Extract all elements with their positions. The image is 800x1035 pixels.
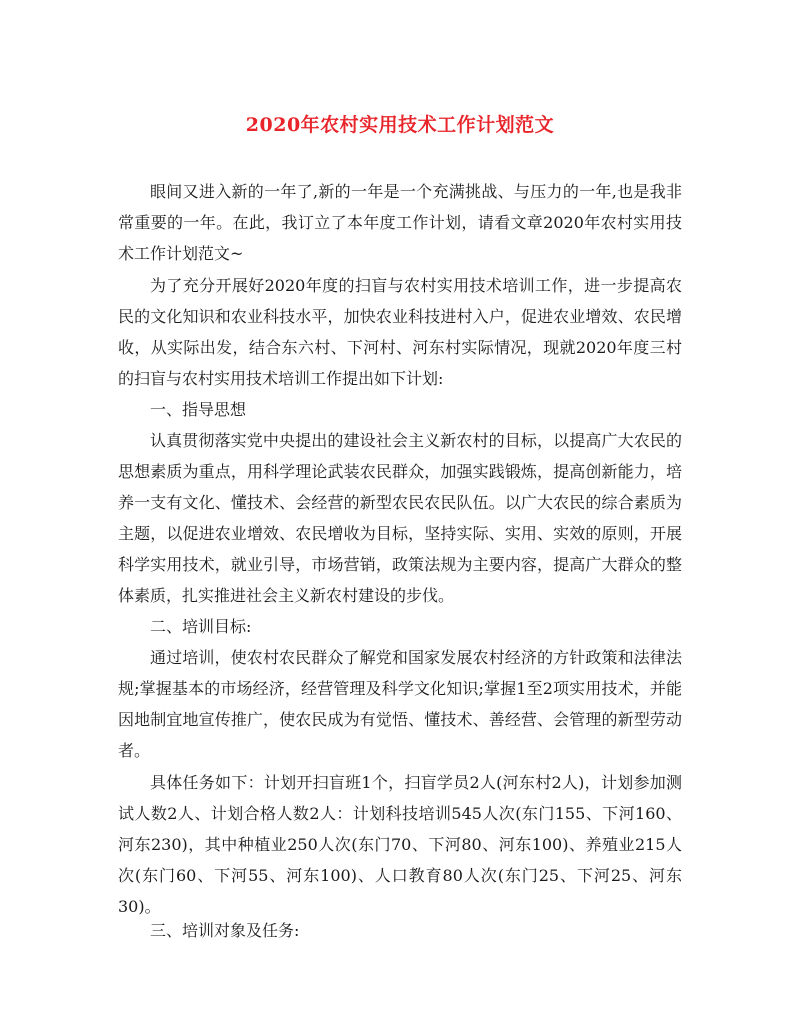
training-goals-paragraph: 通过培训，使农村农民群众了解党和国家发展农村经济的方针政策和法律法规;掌握基本的市场经济，经营管理及科学文化知识;掌握1至2项实用技术，并能因地制宜地宣传推广，使农民成为有觉悟、懂技术、善经营、会管理的新型劳动者。 — [118, 648, 682, 760]
guiding-thought-paragraph: 认真贯彻落实党中央提出的建设社会主义新农村的目标，以提高广大农民的思想素质为重点，用科学理论武装农民群众，加强实践锻炼，提高创新能力，培养一支有文化、懂技术、会经营的新型农民农民队伍。以广大农民的综合素质为主题，以促进农业增效、农民增收为目标，坚持实际、实用、实效的原则，开展科学实用技术，就业引导，市场营销，政策法规为主要内容，提高广大群众的整体素质，扎实推进社会主义新农村建设的步伐。 — [118, 431, 682, 605]
section-heading-training-targets: 三、培训对象及任务: — [150, 921, 300, 940]
intro-paragraph: 眼间又进入新的一年了,新的一年是一个充满挑战、与压力的一年,也是我非常重要的一年。在此，我订立了本年度工作计划，请看文章2020年农村实用技术工作计划范文~ — [118, 182, 682, 263]
purpose-paragraph: 为了充分开展好2020年度的扫盲与农村实用技术培训工作，进一步提高农民的文化知识和农业科技水平，加快农业科技进村入户，促进农业增效、农民增收，从实际出发，结合东六村、下河村、河东村实际情况，现就2020年度三村的扫盲与农村实用技术培训工作提出如下计划: — [118, 276, 682, 388]
section-heading-training-goals: 二、培训目标: — [150, 617, 252, 636]
specific-tasks-paragraph: 具体任务如下：计划开扫盲班1个，扫盲学员2人(河东村2人)，计划参加测试人数2人、计划合格人数2人：计划科技培训545人次(东门155、下河160、河东230)，其中种植业250人次(东门70、下河80、河东100)、养殖业215人次(东门60、下河55、河东100)、人口教育80人次(东门25、下河25、河东30)。 — [118, 773, 682, 916]
document-title: 2020年农村实用技术工作计划范文 — [245, 114, 555, 136]
section-heading-guiding-thought: 一、指导思想 — [150, 400, 247, 419]
